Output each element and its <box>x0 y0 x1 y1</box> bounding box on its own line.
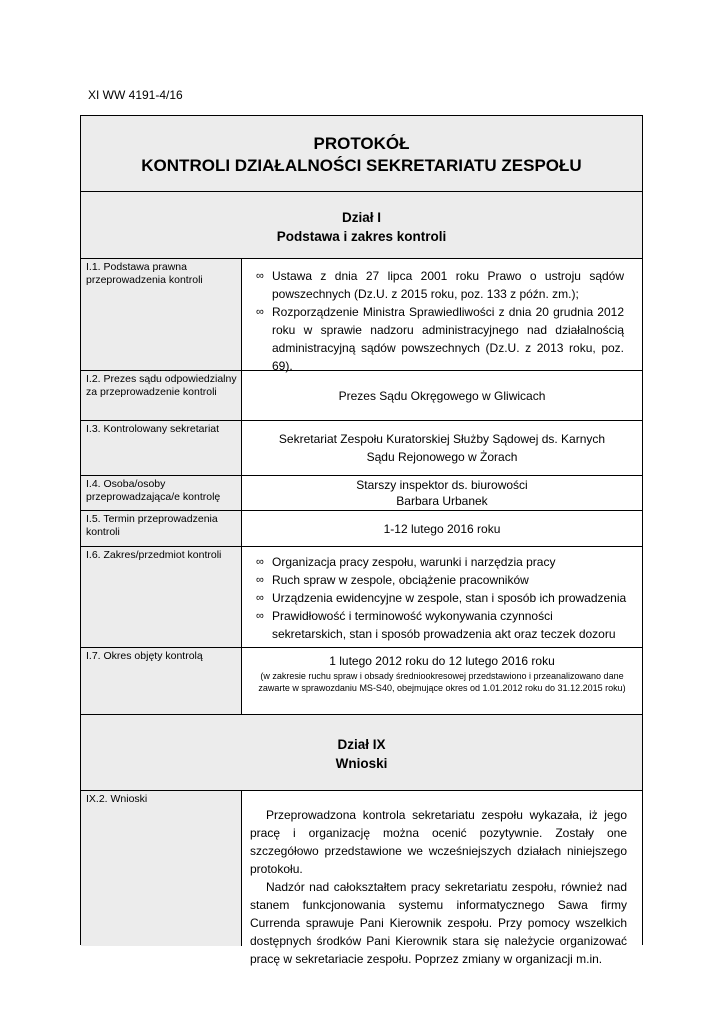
row-label: I.6. Zakres/przedmiot kontroli <box>81 547 242 647</box>
row-value-line: Barbara Urbanek <box>396 494 488 508</box>
row-value-line: Sekretariat Zespołu Kuratorskiej Służby Sądowej ds. Karnych <box>278 432 606 446</box>
row-note: (w zakresie ruchu spraw i obsady średniookresowej przedstawiono i przeanalizowano dane zawarte w sprawozdaniu MS-S40, obejmujące okres od 1.01.2012 roku do 31.12.2015 roku) <box>258 671 626 693</box>
row-conclusions <box>81 791 642 966</box>
row-value: 1-12 lutego 2016 roku <box>383 521 501 536</box>
protocol-title: PROTOKÓŁ <box>313 134 410 153</box>
row-value-line: Sądu Rejonowego w Żorach <box>366 450 518 464</box>
row-value-line: Starszy inspektor ds. biurowości <box>356 478 528 492</box>
row-court-president <box>81 371 642 421</box>
conclusions-paragraph: Nadzór nad całokształtem pracy sekretariatu zespołu, również nad stanem funkcjonowania systemu informatycznego Sawa firmy Currenda sprawuje Pani Kierownik zespołu. Przy pomocy wszelkich dostępnych środków Pani Kierownik stara się należycie organizować pracę w sekretariacie zespołu. Poprzez zmiany w organizacji m.in. <box>250 880 627 966</box>
row-legal-basis <box>81 259 642 371</box>
bullet-icon: ∞ <box>256 556 264 568</box>
row-inspector <box>81 476 642 511</box>
section-1-header <box>81 192 642 259</box>
row-label: I.4. Osoba/osoby przeprowadzająca/e kontrolę <box>81 476 242 510</box>
row-control-scope <box>81 547 642 648</box>
row-label: I.3. Kontrolowany sekretariat <box>81 421 242 475</box>
bullet-icon: ∞ <box>256 270 264 282</box>
scope-list <box>242 553 628 643</box>
section-1-title: Dział I <box>341 210 381 225</box>
protocol-subtitle: KONTROLI DZIAŁALNOŚCI SEKRETARIATU ZESPOŁU <box>141 156 582 175</box>
row-label: I.5. Termin przeprowadzenia kontroli <box>81 511 242 546</box>
legal-basis-list <box>242 267 624 375</box>
row-control-date <box>81 511 642 547</box>
section-1-subtitle: Podstawa i zakres kontroli <box>276 229 447 244</box>
bullet-icon: ∞ <box>256 306 264 318</box>
bullet-icon: ∞ <box>256 574 264 586</box>
row-value: 1 lutego 2012 roku do 12 lutego 2016 roku <box>329 654 555 668</box>
row-controlled-secretariat <box>81 421 642 476</box>
protocol-table <box>80 115 643 966</box>
section-9-subtitle: Wnioski <box>335 756 388 771</box>
list-item: ∞ Urządzenia ewidencyjne w zespole, stan i sposób ich prowadzenia <box>256 591 627 605</box>
row-label: IX.2. Wnioski <box>81 791 242 946</box>
list-item: ∞ Ruch spraw w zespole, obciążenie pracowników <box>256 573 529 587</box>
document-reference: XI WW 4191-4/16 <box>88 88 183 102</box>
row-label: I.7. Okres objęty kontrolą <box>81 648 242 714</box>
row-value: Prezes Sądu Okręgowego w Gliwicach <box>338 388 546 403</box>
conclusions-paragraph: Przeprowadzona kontrola sekretariatu zespołu wykazała, iż jego pracę i organizację można ocenić pozytywnie. Zostały one szczegółowo przedstawione we wcześniejszych działach niniejszego protokołu. <box>250 808 627 876</box>
bullet-icon: ∞ <box>256 610 264 622</box>
list-item: ∞ Prawidłowość i terminowość wykonywania czynności sekretarskich, stan i sposób prowadzenia akt oraz teczek dozoru <box>256 609 616 641</box>
row-label: I.1. Podstawa prawna przeprowadzenia kontroli <box>81 259 242 370</box>
list-item: ∞ Ustawa z dnia 27 lipca 2001 roku Prawo o ustroju sądów powszechnych (Dz.U. z 2015 roku, poz. 133 z późn. zm.); <box>256 269 624 301</box>
list-item: ∞ Organizacja pracy zespołu, warunki i narzędzia pracy <box>256 555 556 569</box>
bullet-icon: ∞ <box>256 592 264 604</box>
section-9-title: Dział IX <box>337 737 386 752</box>
row-label: I.2. Prezes sądu odpowiedzialny za przeprowadzenie kontroli <box>81 371 242 420</box>
row-control-period <box>81 648 642 715</box>
section-9-header <box>81 715 642 791</box>
protocol-header <box>81 116 642 192</box>
list-item: ∞ Rozporządzenie Ministra Sprawiedliwości z dnia 20 grudnia 2012 roku w sprawie nadzoru administracyjnego nad działalnością administracyjną sądów powszechnych (Dz.U. z 2013 roku, poz. 69). <box>256 305 624 373</box>
